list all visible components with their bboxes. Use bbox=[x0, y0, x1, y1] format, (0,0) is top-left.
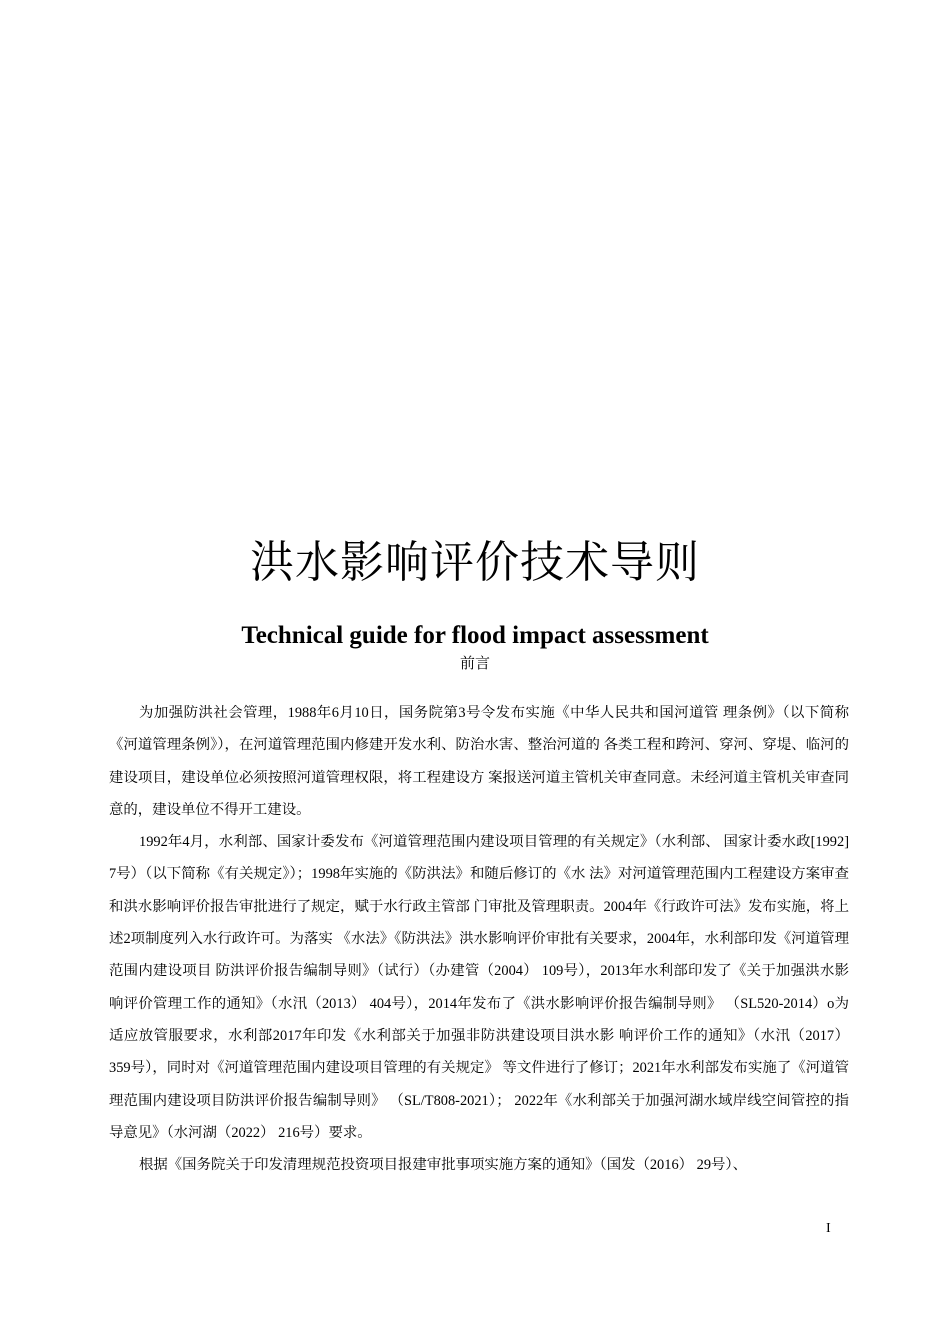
preface-paragraph-2: 1992年4月，水利部、国家计委发布《河道管理范围内建设项目管理的有关规定》（水利部、 国家计委水政[1992] 7号）（以下简称《有关规定》）；1998年实施的《防洪法》和随后修订的《水 法》对河道管理范围内工程建设方案审查和洪水影响评价报告审批进行了规定，赋于水行政主管部 门审批及管理职责。2004年《行政许可法》发布实施，将上述2项制度列入水行政许可。为落实 《水法》《防洪法》洪水影响评价审批有关要求，2004年，水利部印发《河道管理范围内建设项目 防洪评价报告编制导则》（试行）（办建管（2004） 109号），2013年水利部印发了《关于加强洪水影 响评价管理工作的通知》（水汛（2013） 404号），2014年发布了《洪水影响评价报告编制导则》 （SL520-2014）o为适应放管服要求，水利部2017年印发《水利部关于加强非防洪建设项目洪水影 响评价工作的通知》（水汛（2017） 359号），同时对《河道管理范围内建设项目管理的有关规定》 等文件进行了修订；2021年水利部发布实施了《河道管理范围内建设项目防洪评价报告编制导则》 （SL/T808-2021）； 2022年《水利部关于加强河湖水域岸线空间管控的指导意见》（水河湖（2022） 216号）要求。 bbox=[109, 834, 849, 1141]
preface-heading: 前言 bbox=[459, 654, 490, 672]
document-title-chinese: 洪水影响评价技术导则 bbox=[250, 537, 700, 588]
document-title-english: Technical guide for flood impact assessment bbox=[241, 622, 709, 649]
preface-body bbox=[109, 697, 849, 1181]
preface-paragraph-1: 为加强防洪社会管理，1988年6月10日，国务院第3号令发布实施《中华人民共和国河道管 理条例》（以下简称《河道管理条例》），在河道管理范围内修建开发水利、防治水害、整治河道的 各类工程和跨河、穿河、穿堤、临河的建设项目，建设单位必须按照河道管理权限，将工程建设方 案报送河道主管机关审查同意。未经河道主管机关审查同意的，建设单位不得开工建设。 bbox=[109, 705, 849, 818]
page-number: I bbox=[826, 1221, 831, 1236]
preface-paragraph-3: 根据《国务院关于印发清理规范投资项目报建审批事项实施方案的通知》（国发（2016） 29号）、 bbox=[139, 1157, 747, 1174]
